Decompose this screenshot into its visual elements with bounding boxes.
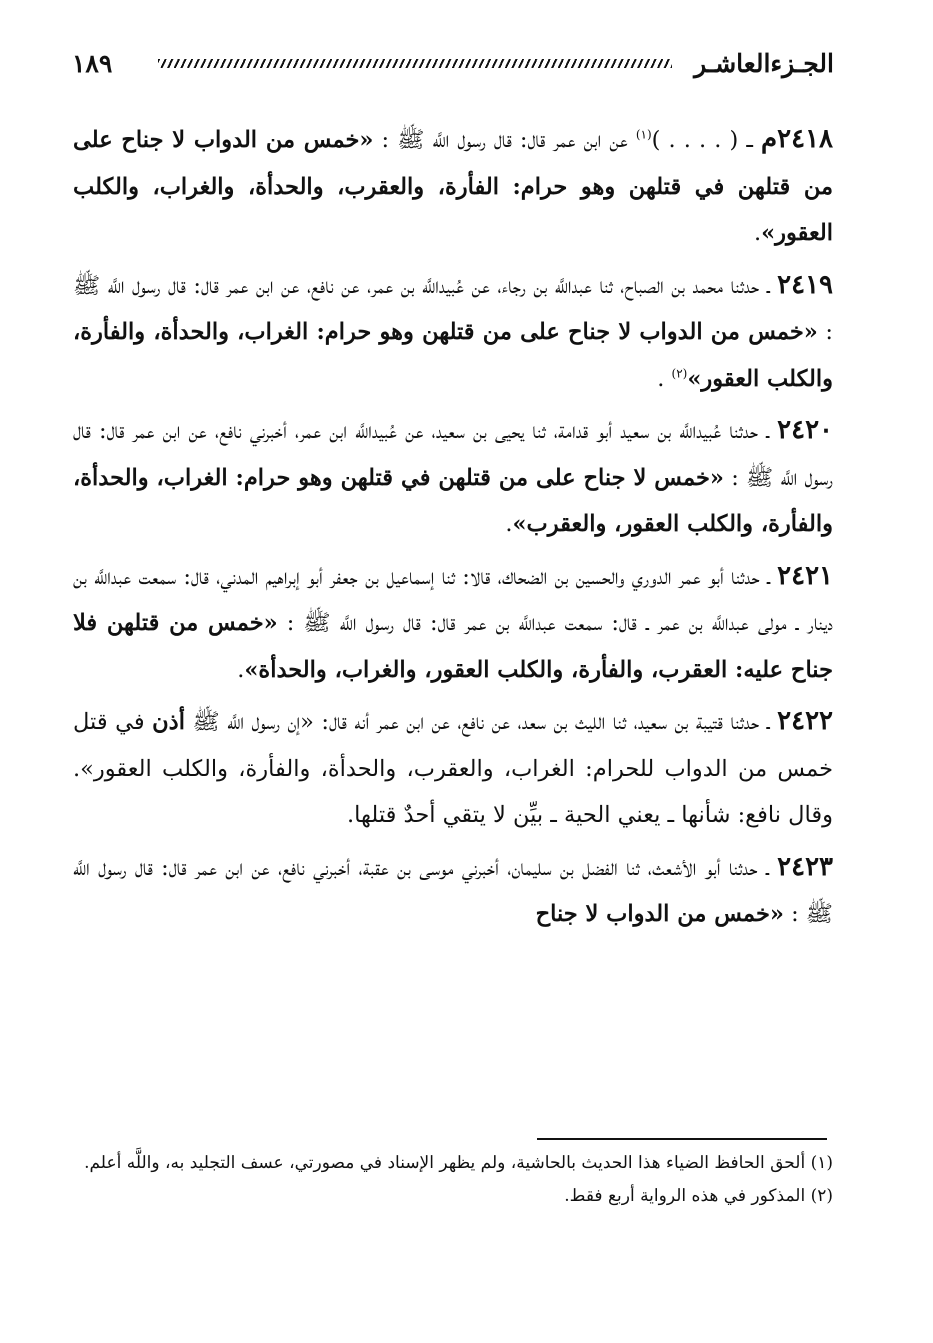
hadith-number: ٢٤٢١ (777, 560, 833, 591)
hadith-matn: «خمس لا جناح على من قتلهن في قتلهن وهو حرام: الغراب، والحدأة، والفأرة، والكلب العقور، والعقرب» (73, 464, 833, 537)
footnote-ref: (١) (635, 127, 652, 142)
hadith-matn: «خمس من الدواب لا جناح (535, 901, 784, 927)
footnote-1: (١) ألحق الحافظ الضياء هذا الحديث بالحاشية، ولم يظهر الإسناد في مصورتي، عسف التجليد به، واللَّه أعلم. (84, 1153, 833, 1173)
hadith-tail: . (753, 220, 762, 246)
footnote-separator (537, 1138, 827, 1140)
hadith-isnad: ـ حدثنا أبو الأشعث، ثنا الفضل بن سليمان، أخبرني موسى بن عقبة، أخبرني نافع، عن ابن عمر قال: قال رسول اللَّه ﷺ : (73, 854, 833, 927)
hadith-2419 (73, 262, 833, 403)
hadith-number: ٢٤١٩ (777, 269, 833, 300)
header-hatched-rule (158, 59, 672, 68)
hadith-matn: أذن (152, 709, 185, 735)
footnotes (73, 1148, 833, 1214)
hadith-isnad: ـ حدثنا قتيبة بن سعيد، ثنا الليث بن سعد، عن نافع، عن ابن عمر أنه قال: «إن رسول اللَّه ﷺ (184, 709, 778, 735)
hadith-tail: . (237, 656, 245, 683)
hadith-isnad-continued: عن ابن عمر قال: قال رسول اللَّه ﷺ : (373, 127, 636, 153)
page-number: ١٨٩ (72, 48, 113, 78)
footnote-ref: (٢) (671, 366, 688, 380)
hadith-isnad: ـ ( . . . . ) (651, 127, 762, 153)
footnote-2: (٢) المذكور في هذه الرواية أربع فقط. (564, 1186, 833, 1206)
hadith-number: ٢٤٢٠ (777, 415, 833, 445)
hadith-2422 (73, 698, 833, 839)
hadith-2418m (73, 116, 833, 257)
page-header (72, 40, 834, 86)
hadith-number: ٢٤٢٣ (777, 851, 833, 882)
hadith-matn: «خمس من قتلهن فلا جناح عليه: العقرب، والفأرة، والكلب العقور، والغراب، والحدأة» (73, 610, 833, 683)
hadith-tail: . (505, 511, 513, 537)
hadith-number: ٢٤١٨م (761, 124, 833, 154)
hadith-tail: في قتل خمس من الدواب للحرام: الغراب، والعقرب، والحدأة، والفأرة، والكلب العقور». وقال نافع: شأنها ـ يعني الحية ـ بيِّن لا يتقي أحدٌ قتلها. (73, 709, 833, 828)
hadith-2423 (73, 844, 833, 938)
hadith-2421 (73, 553, 833, 694)
hadith-text (73, 116, 833, 943)
hadith-matn: «خمس من الدواب لا جناح على من قتلهن في قتلهن وهو حرام: الفأرة، والعقرب، والحدأة، والغراب، والكلب العقور» (73, 127, 833, 246)
hadith-2420 (73, 407, 833, 548)
part-title: الجـزءالعاشـر (694, 48, 834, 78)
hadith-tail: . (657, 365, 672, 392)
hadith-matn: «خمس من الدواب لا جناح على من قتلهن وهو حرام: الغراب، والحدأة، والفأرة، والكلب العقور» (73, 319, 833, 392)
hadith-number: ٢٤٢٢ (777, 706, 833, 736)
hadith-isnad: ـ حدثنا عُبيداللَّه بن سعيد أبو قدامة، ثنا يحيى بن سعيد، عن عُبيداللَّه ابن عمر، أخبرني نافع، عن ابن عمر قال: قال رسول اللَّه ﷺ : (73, 418, 833, 491)
hadith-isnad: ـ حدثنا أبو عمر الدوري والحسين بن الضحاك، قالا: ثنا إسماعيل بن جعفر أبو إبراهيم المدني، قال: سمعت عبداللَّه بن دينار ـ مولى عبداللَّه بن عمر ـ قال: سمعت عبداللَّه بن عمر قال: قال رسول اللَّه ﷺ : (73, 563, 833, 636)
hadith-isnad: ـ حدثنا محمد بن الصباح، ثنا عبداللَّه بن رجاء، عن عُبيداللَّه بن عمر، عن نافع، عن ابن عمر قال: قال رسول اللَّه ﷺ : (73, 272, 833, 345)
